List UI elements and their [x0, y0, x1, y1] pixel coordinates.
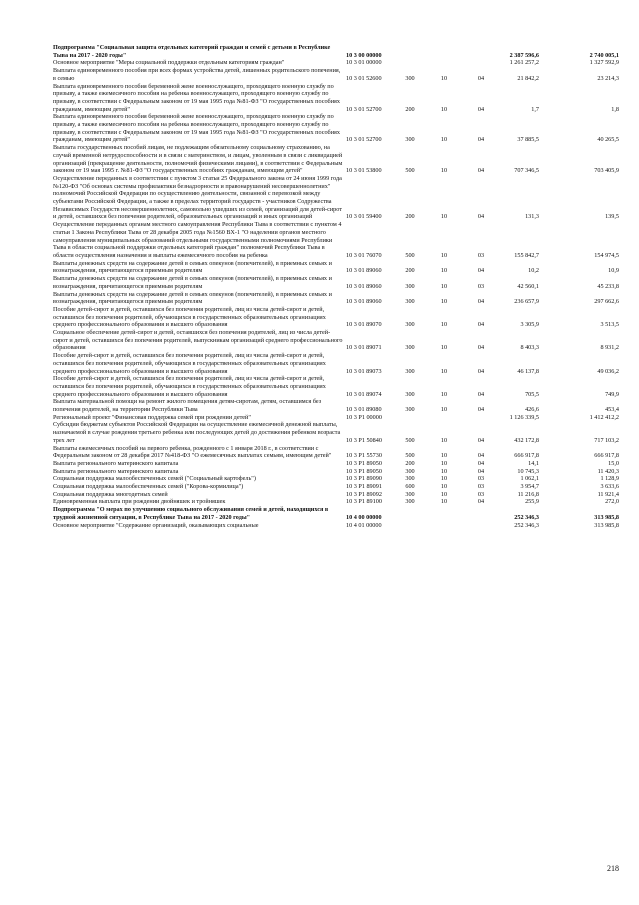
row-amount-year1: 426,6 [525, 406, 539, 414]
row-section: 10 [440, 459, 448, 467]
row-code: 10 3 P1 50840 [346, 436, 382, 444]
row-name: Выплата регионального материнского капитала [53, 467, 179, 475]
table-row [53, 445, 619, 460]
row-expense-type: 300 [405, 390, 415, 398]
row-subsection: 04 [477, 298, 485, 306]
row-section: 10 [440, 367, 448, 375]
row-subsection: 04 [477, 105, 485, 113]
table-row [53, 67, 619, 82]
row-amount-year1: 252 346,3 [514, 521, 539, 529]
table-row [53, 414, 619, 422]
row-subsection: 04 [477, 167, 485, 175]
table-row [53, 398, 619, 413]
row-section: 10 [440, 282, 448, 290]
table-row [53, 44, 619, 59]
row-code: 10 3 01 89074 [346, 390, 382, 398]
table-row [53, 421, 619, 444]
row-subsection: 04 [477, 136, 485, 144]
row-name: Подпрограмма "Социальная защита отдельных категорий граждан и семей с детьми в Республике Тыва на 2017 - 2020 годы" [53, 44, 331, 59]
row-amount-year1: 3 954,7 [520, 483, 539, 491]
row-amount-year1: 2 387 596,6 [509, 51, 539, 59]
row-section: 10 [440, 298, 448, 306]
row-name: Социальная поддержка многодетных семей [53, 490, 168, 498]
row-amount-year1: 236 657,9 [514, 298, 539, 306]
row-code: 10 3 01 89073 [346, 367, 382, 375]
row-expense-type: 200 [405, 213, 415, 221]
row-name: Осуществление переданных органам местного самоуправления Республики Тыва в соответствии с пунктом 4 статьи 1 Закона Республики Тыва от 28 декабря 2005 года №1560 ВХ-1 "О наделении органов местного самоуправления муниципальных образований отдельными государственными полномочиями Республики Тыва в области социальной поддержки отдельных категорий граждан" полномочий Республики Тыва в области осуществления назначения и выплаты ежемесячного пособия на ребенка [53, 221, 342, 259]
row-amount-year2: 40 265,5 [597, 136, 619, 144]
row-section: 10 [440, 105, 448, 113]
row-code: 10 3 01 76070 [346, 251, 382, 259]
row-subsection: 04 [477, 344, 485, 352]
row-name: Выплаты денежных средств на содержание детей в семьях опекунов (попечителей), в приемных семьях и вознаграждения, причитающегося приемным родителям [53, 259, 332, 275]
row-name: Региональный проект "Финансовая поддержка семей при рождении детей" [53, 413, 251, 421]
row-amount-year2: 11 420,3 [597, 467, 619, 475]
row-amount-year2: 1 327 592,9 [589, 59, 619, 67]
row-code: 10 4 01 00000 [346, 521, 382, 529]
row-code: 10 3 P1 89092 [346, 490, 382, 498]
row-amount-year2: 23 214,3 [597, 74, 619, 82]
row-amount-year1: 705,5 [525, 390, 539, 398]
row-expense-type: 500 [405, 436, 415, 444]
table-row [53, 498, 619, 506]
row-section: 10 [440, 390, 448, 398]
row-amount-year1: 1 261 257,2 [509, 59, 539, 67]
row-section: 10 [440, 483, 448, 491]
row-section: 10 [440, 344, 448, 352]
row-code: 10 4 00 00000 [346, 513, 382, 521]
row-code: 10 3 01 00000 [346, 59, 382, 67]
table-row [53, 291, 619, 306]
row-amount-year2: 1 412 412,2 [589, 413, 619, 421]
row-amount-year2: 453,4 [605, 406, 619, 414]
row-amount-year2: 313 985,8 [594, 521, 619, 529]
row-amount-year2: 15,0 [608, 459, 619, 467]
row-amount-year1: 8 403,3 [520, 344, 539, 352]
row-subsection: 04 [477, 406, 485, 414]
row-code: 10 3 01 89060 [346, 298, 382, 306]
row-amount-year2: 272,0 [605, 498, 619, 506]
row-name: Социальная поддержка малообеспеченных семей ("Корова-кормилица") [53, 483, 244, 491]
table-row [53, 113, 619, 144]
table-row [53, 306, 619, 329]
row-name: Выплата материальной помощи на ремонт жилого помещения детям-сиротам, детям, оставшимся без попечения родителей, на территории Республики Тыва [53, 398, 322, 414]
row-amount-year1: 255,9 [525, 498, 539, 506]
row-amount-year1: 14,1 [528, 459, 539, 467]
row-amount-year1: 252 346,3 [514, 513, 539, 521]
row-section: 10 [440, 251, 448, 259]
row-amount-year2: 297 662,6 [594, 298, 619, 306]
row-name: Выплаты ежемесячных пособий на первого ребенка, рожденного с 1 января 2018 г., в соответствии с Федеральным законом от 28 декабря 2017 №418-ФЗ "О ежемесячных выплатах семьям, имеющим детей" [53, 444, 332, 460]
row-expense-type: 300 [405, 367, 415, 375]
row-expense-type: 300 [405, 490, 415, 498]
row-code: 10 3 P1 89050 [346, 459, 382, 467]
table-row [53, 375, 619, 398]
row-amount-year2: 10,9 [608, 267, 619, 275]
row-subsection: 03 [477, 483, 485, 491]
row-code: 10 3 P1 89090 [346, 475, 382, 483]
row-section: 10 [440, 167, 448, 175]
row-subsection: 04 [477, 321, 485, 329]
row-amount-year2: 2 740 005,1 [589, 51, 619, 59]
row-section: 10 [440, 436, 448, 444]
table-row [53, 260, 619, 275]
row-subsection: 03 [477, 475, 485, 483]
row-name: Выплата регионального материнского капитала [53, 459, 179, 467]
table-row [53, 460, 619, 468]
row-name: Выплата единовременного пособия при всех формах устройства детей, лишенных родительского попечения, в семью [53, 67, 341, 82]
row-expense-type: 300 [405, 344, 415, 352]
row-expense-type: 300 [405, 74, 415, 82]
row-code: 10 3 P1 55730 [346, 452, 382, 460]
row-code: 10 3 P1 89050 [346, 467, 382, 475]
row-code: 10 3 01 89070 [346, 321, 382, 329]
row-expense-type: 300 [405, 298, 415, 306]
row-section: 10 [440, 452, 448, 460]
row-expense-type: 300 [405, 321, 415, 329]
row-amount-year1: 1 126 339,5 [509, 413, 539, 421]
row-subsection: 03 [477, 282, 485, 290]
row-amount-year2: 717 103,2 [594, 436, 619, 444]
row-amount-year1: 10,2 [528, 267, 539, 275]
table-row [53, 144, 619, 175]
row-subsection: 04 [477, 498, 485, 506]
row-amount-year1: 37 885,5 [517, 136, 539, 144]
row-expense-type: 200 [405, 105, 415, 113]
row-name: Социальное обеспечение детей-сирот и детей, оставшихся без попечения родителей, лиц из числа детей-сирот и детей, оставшихся без попечения родителей, выпускникам организаций среднего профессионального образования [53, 329, 343, 352]
row-expense-type: 300 [405, 498, 415, 506]
row-amount-year2: 1 128,9 [600, 475, 619, 483]
table-row [53, 522, 619, 530]
row-name: Единовременная выплата при рождении двойняшек и тройняшек [53, 498, 226, 506]
row-subsection: 04 [477, 452, 485, 460]
row-expense-type: 500 [405, 251, 415, 259]
table-row [53, 506, 619, 521]
row-section: 10 [440, 267, 448, 275]
row-expense-type: 200 [405, 267, 415, 275]
row-section: 10 [440, 467, 448, 475]
row-name: Выплата единовременного пособия беременной жене военнослужащего, проходящего военную службу по призыву, а также ежемесячного пособия на ребенка военнослужащего, проходящего военную службу по призыву, в соответствии с Федеральным законом от 19 мая 1995 года №81-ФЗ "О государственных пособиях гражданам, имеющим детей" [53, 113, 340, 144]
row-amount-year1: 707 346,5 [514, 167, 539, 175]
table-row [53, 352, 619, 375]
row-code: 10 3 01 53800 [346, 167, 382, 175]
row-amount-year1: 3 305,9 [520, 321, 539, 329]
row-code: 10 3 01 52700 [346, 136, 382, 144]
row-subsection: 04 [477, 436, 485, 444]
row-amount-year1: 1,7 [531, 105, 539, 113]
row-amount-year2: 11 921,4 [597, 490, 619, 498]
row-name: Пособие детей-сирот и детей, оставшихся без попечения родителей, лиц из числа детей-сирот и детей, оставшихся без попечения родителей, обучающихся в государственных образовательных организациях среднего профессионального образования и высшего образования [53, 375, 326, 398]
row-code: 10 3 00 00000 [346, 51, 382, 59]
row-name: Выплаты денежных средств на содержание детей в семьях опекунов (попечителей), в приемных семьях и вознаграждения, причитающегося приемным родителям [53, 275, 332, 290]
table-row [53, 475, 619, 483]
row-code: 10 3 P1 89100 [346, 498, 382, 506]
row-amount-year2: 749,9 [605, 390, 619, 398]
row-section: 10 [440, 490, 448, 498]
row-code: 10 3 01 89060 [346, 267, 382, 275]
row-subsection: 04 [477, 467, 485, 475]
row-expense-type: 600 [405, 483, 415, 491]
page-number: 218 [607, 864, 619, 873]
row-section: 10 [440, 136, 448, 144]
row-amount-year1: 666 917,8 [514, 452, 539, 460]
row-amount-year1: 10 745,3 [517, 467, 539, 475]
row-name: Основное мероприятие "Содержание организаций, оказывающих социальные [53, 521, 259, 529]
row-subsection: 04 [477, 390, 485, 398]
row-amount-year1: 21 842,2 [517, 74, 539, 82]
table-row [53, 329, 619, 352]
row-amount-year2: 703 405,9 [594, 167, 619, 175]
row-code: 10 3 01 89071 [346, 344, 382, 352]
row-amount-year1: 42 560,1 [517, 282, 539, 290]
row-expense-type: 500 [405, 452, 415, 460]
row-subsection: 03 [477, 490, 485, 498]
row-amount-year2: 313 985,8 [594, 513, 619, 521]
row-amount-year2: 154 974,5 [594, 251, 619, 259]
table-row [53, 468, 619, 476]
row-amount-year2: 8 931,2 [600, 344, 619, 352]
budget-table [53, 44, 619, 529]
row-amount-year2: 139,5 [605, 213, 619, 221]
row-subsection: 04 [477, 459, 485, 467]
row-amount-year2: 45 233,8 [597, 282, 619, 290]
row-expense-type: 300 [405, 475, 415, 483]
table-row [53, 175, 619, 221]
row-name: Осуществление переданных в соответствии с пунктом 3 статьи 25 Федерального закона от 24 июня 1999 года №120-ФЗ "Об основах системы профилактики безнадзорности и правонарушений несовершеннолетних" полномочий Российской Федерации по осуществлению деятельности, связанной с перевозкой между субъектами Российской Федерации, а также в пределах территорий государств - участников Содружества Независимых Государств несовершеннолетних, самовольно ушедших из семей, организаций для детей-сирот и детей, оставшихся без попечения родителей, образовательных организаций и иных организаций [53, 174, 342, 221]
row-section: 10 [440, 74, 448, 82]
row-code: 10 3 P1 00000 [346, 413, 382, 421]
row-subsection: 04 [477, 267, 485, 275]
row-code: 10 3 01 59400 [346, 213, 382, 221]
row-name: Субсидии бюджетам субъектов Российской Федерации на осуществление ежемесячной денежной выплаты, назначаемой в случае рождения третьего ребенка или последующих детей до достижения ребенком возраста трех лет [53, 421, 341, 444]
row-name: Выплата единовременного пособия беременной жене военнослужащего, проходящего военную службу по призыву, а также ежемесячного пособия на ребенка военнослужащего, проходящего военную службу по призыву, в соответствии с Федеральным законом от 19 мая 1995 года №81-ФЗ "О государственных пособиях гражданам, имеющим детей" [53, 82, 340, 113]
row-amount-year2: 3 633,6 [600, 483, 619, 491]
table-row [53, 483, 619, 491]
row-amount-year1: 11 216,8 [517, 490, 539, 498]
row-name: Пособие детей-сирот и детей, оставшихся без попечения родителей, лиц из числа детей-сирот и детей, оставшихся без попечения родителей, обучающихся в государственных образовательных организациях среднего профессионального образования и высшего образования [53, 305, 326, 329]
row-name: Социальная поддержка малообеспеченных семей ("Социальный картофель") [53, 475, 256, 483]
row-amount-year1: 432 172,8 [514, 436, 539, 444]
row-subsection: 04 [477, 74, 485, 82]
row-amount-year1: 46 137,8 [517, 367, 539, 375]
row-name: Пособие детей-сирот и детей, оставшихся без попечения родителей, лиц из числа детей-сирот и детей, оставшихся без попечения родителей, обучающихся в государственных образовательных организациях среднего профессионального образования и высшего образования [53, 352, 326, 375]
row-code: 10 3 01 52700 [346, 105, 382, 113]
row-expense-type: 200 [405, 459, 415, 467]
row-section: 10 [440, 406, 448, 414]
row-expense-type: 300 [405, 136, 415, 144]
row-amount-year2: 49 036,2 [597, 367, 619, 375]
row-amount-year1: 155 842,7 [514, 251, 539, 259]
row-amount-year2: 3 513,5 [600, 321, 619, 329]
table-row [53, 491, 619, 499]
row-subsection: 03 [477, 251, 485, 259]
table-row [53, 83, 619, 114]
table-row [53, 59, 619, 67]
row-section: 10 [440, 498, 448, 506]
row-name: Выплата государственных пособий лицам, не подлежащим обязательному социальному страхованию, на случай временной нетрудоспособности и в связи с материнством, и лицам, уволенным в связи с ликвидацией организаций (прекращение деятельности, полномочий физическими лицами), в соответствии с Федеральным законом от 19 мая 1995 г. №81-ФЗ "О государственных пособиях гражданам, имеющим детей" [53, 144, 343, 175]
row-amount-year1: 131,3 [525, 213, 539, 221]
row-amount-year1: 1 062,1 [520, 475, 539, 483]
row-code: 10 3 01 89060 [346, 282, 382, 290]
row-expense-type: 300 [405, 282, 415, 290]
row-section: 10 [440, 475, 448, 483]
row-name: Основное мероприятие "Меры социальной поддержки отдельным категориям граждан" [53, 59, 285, 67]
row-expense-type: 300 [405, 406, 415, 414]
table-row [53, 221, 619, 260]
row-section: 10 [440, 213, 448, 221]
row-code: 10 3 01 89080 [346, 406, 382, 414]
table-row [53, 275, 619, 290]
row-amount-year2: 666 917,8 [594, 452, 619, 460]
row-code: 10 3 01 52600 [346, 74, 382, 82]
row-subsection: 04 [477, 367, 485, 375]
row-subsection: 04 [477, 213, 485, 221]
row-section: 10 [440, 321, 448, 329]
row-expense-type: 500 [405, 167, 415, 175]
row-code: 10 3 P1 89091 [346, 483, 382, 491]
row-name: Выплаты денежных средств на содержание детей в семьях опекунов (попечителей), в приемных семьях и вознаграждения, причитающегося приемным родителям [53, 290, 332, 306]
row-amount-year2: 1,8 [611, 105, 619, 113]
row-name: Подпрограмма "О мерах по улучшению социального обслуживания семей и детей, находящихся в трудной жизненной ситуации, в Республике Тыва на 2017 - 2020 годы" [53, 506, 329, 521]
row-expense-type: 300 [405, 467, 415, 475]
